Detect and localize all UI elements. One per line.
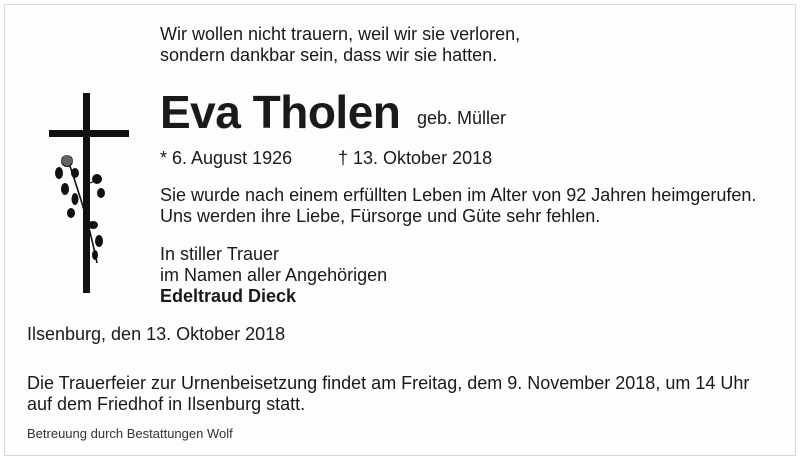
maiden-name: geb. Müller bbox=[417, 108, 507, 128]
biography-line: Uns werden ihre Liebe, Fürsorge und Güte sehr fehlen. bbox=[160, 206, 601, 226]
birth-date: * 6. August 1926 bbox=[160, 148, 293, 168]
funeral-line: Die Trauerfeier zur Urnenbeisetzung findet am Freitag, dem 9. November 2018, um 14 Uhr bbox=[27, 373, 750, 393]
funeral-info bbox=[27, 373, 749, 415]
place-and-date: Ilsenburg, den 13. Oktober 2018 bbox=[27, 324, 286, 344]
cross-with-rose-icon bbox=[45, 93, 135, 298]
signatory-name: Edeltraud Dieck bbox=[160, 286, 297, 306]
obituary-notice bbox=[4, 4, 796, 456]
mourners-block bbox=[160, 244, 387, 307]
deceased-name: Eva Tholen bbox=[160, 86, 401, 138]
mourners-line: im Namen aller Angehörigen bbox=[160, 265, 388, 285]
funeral-line: auf dem Friedhof in Ilsenburg statt. bbox=[27, 394, 306, 414]
quote-line: sondern dankbar sein, dass wir sie hatten. bbox=[160, 45, 498, 65]
memorial-quote bbox=[160, 24, 520, 66]
mourners-line: In stiller Trauer bbox=[160, 244, 280, 264]
biography-line: Sie wurde nach einem erfüllten Leben im Alter von 92 Jahren heimgerufen. bbox=[160, 185, 757, 205]
biography-text bbox=[160, 185, 756, 227]
undertaker-credit: Betreuung durch Bestattungen Wolf bbox=[27, 426, 233, 441]
death-date: † 13. Oktober 2018 bbox=[338, 148, 493, 168]
quote-line: Wir wollen nicht trauern, weil wir sie verloren, bbox=[160, 24, 521, 44]
